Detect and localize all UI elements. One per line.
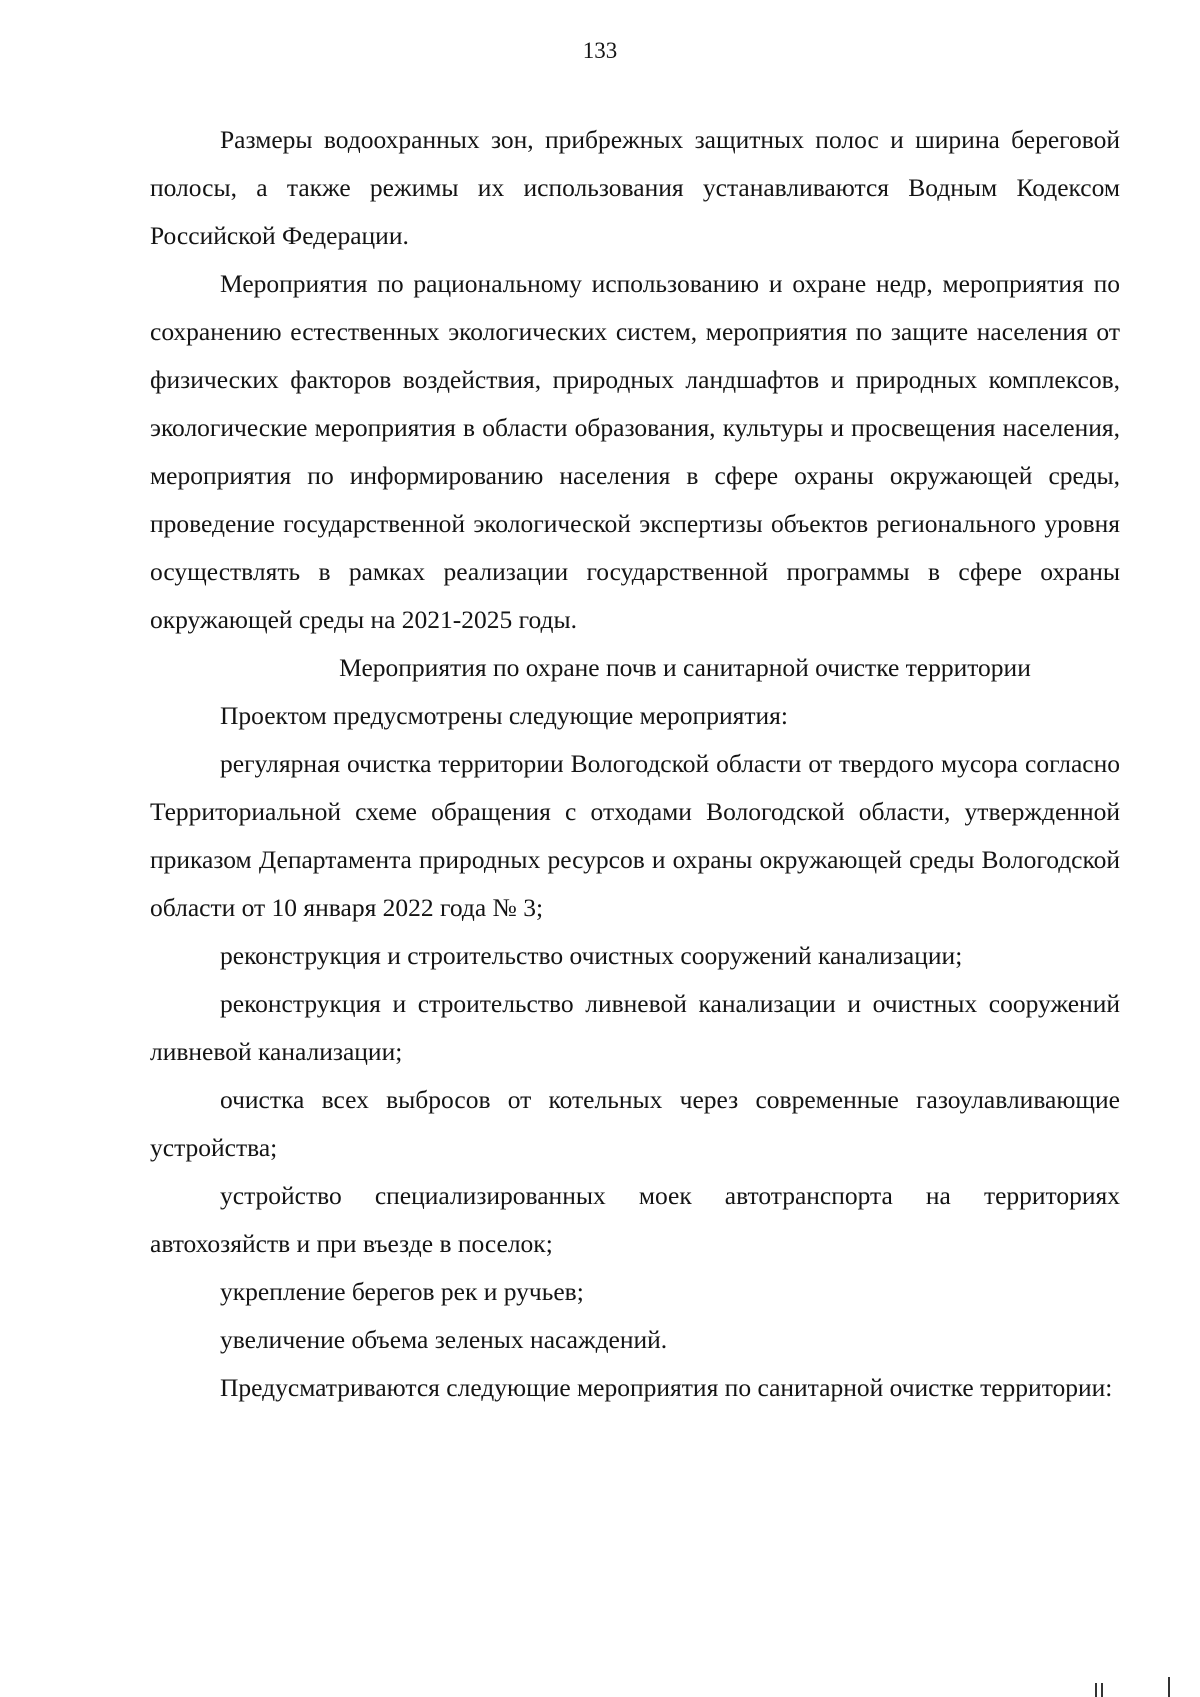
- paragraph-subsoil-measures: Мероприятия по рациональному использованию и охране недр, мероприятия по сохранению естественных экологических систем, мероприятия по защите населения от физических факторов воздействия, природных ландшафтов и природных комплексов, экологические мероприятия в области образования, культуры и просвещения населения, мероприятия по информированию населения в сфере охраны окружающей среды, проведение государственной экологической экспертизы объектов регионального уровня осуществлять в рамках реализации государственной программы в сфере охраны окружающей среды на 2021-2025 годы.: [150, 269, 1120, 634]
- list-item: увеличение объема зеленых насаждений.: [220, 1325, 668, 1354]
- document-body: [150, 116, 1120, 1412]
- list-item: устройство специализированных моек автотранспорта на территориях автохозяйств и при въезде в поселок;: [150, 1181, 1120, 1258]
- paragraph-water-zones: Размеры водоохранных зон, прибрежных защитных полос и ширина береговой полосы, а также режимы их использования устанавливаются Водным Кодексом Российской Федерации.: [150, 125, 1120, 250]
- page-number: 133: [582, 38, 618, 63]
- list-item: реконструкция и строительство ливневой канализации и очистных сооружений ливневой канализации;: [150, 989, 1120, 1066]
- closing-paragraph: Предусматриваются следующие мероприятия по санитарной очистке территории:: [220, 1373, 1113, 1402]
- section-heading: Мероприятия по охране почв и санитарной очистке территории: [339, 653, 1031, 682]
- list-item: реконструкция и строительство очистных сооружений канализации;: [220, 941, 963, 970]
- list-item: укрепление берегов рек и ручьев;: [220, 1277, 584, 1306]
- measures-intro: Проектом предусмотрены следующие мероприятия:: [220, 701, 788, 730]
- list-item: очистка всех выбросов от котельных через современные газоулавливающие устройства;: [150, 1085, 1120, 1162]
- scan-artifact-mark: [1168, 1677, 1170, 1697]
- scan-artifact-mark: [1095, 1683, 1097, 1697]
- scan-artifact-mark: [1101, 1683, 1103, 1697]
- list-item: регулярная очистка территории Вологодской области от твердого мусора согласно Территориальной схеме обращения с отходами Вологодской области, утвержденной приказом Департамента природных ресурсов и охраны окружающей среды Вологодской области от 10 января 2022 года № 3;: [150, 749, 1120, 922]
